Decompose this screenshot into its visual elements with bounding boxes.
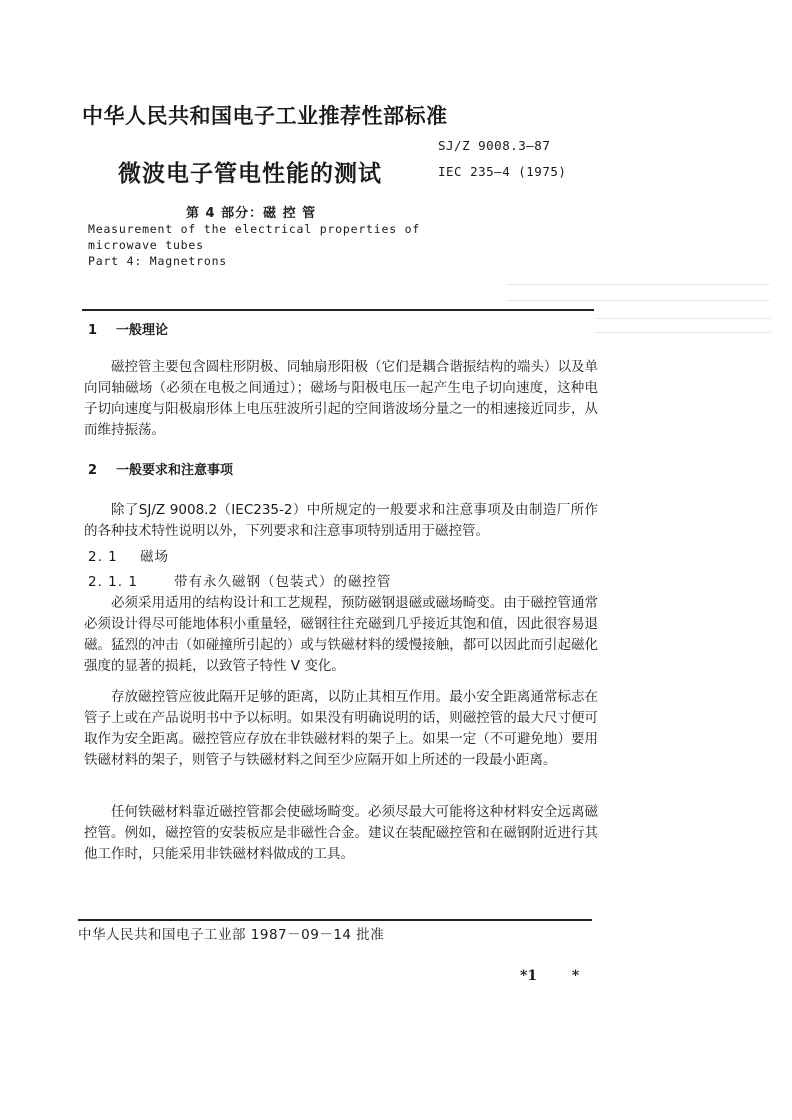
part-title-en: Part 4: Magnetrons	[88, 254, 228, 268]
standard-code: SJ/Z 9008.3—87	[438, 138, 551, 153]
iec-code: IEC 235—4 (1975)	[438, 164, 567, 179]
section-2-1-1-para-1: 必须采用适用的结构设计和工艺规程，预防磁钢退磁或磁场畸变。由于磁控管通常必须设计得尽可能地体积小重量轻，磁钢往往充磁到几乎接近其饱和值，因此很容易退磁。猛烈的冲击（如碰撞所引起的）或与铁磁材料的缓慢接触，都可以因此而引起磁化强度的显著的损耗，以致管子特性 V 变化。	[84, 595, 598, 674]
section-2-number: 2	[88, 463, 98, 478]
org-title: 中华人民共和国电子工业推荐性部标准	[82, 104, 448, 128]
section-1-number: 1	[88, 323, 98, 338]
section-2-heading	[88, 459, 233, 478]
page-number: *1 *	[520, 968, 580, 984]
faint-rule-1	[508, 284, 770, 285]
section-1-heading	[88, 319, 168, 338]
title-en-line2: microwave tubes	[88, 238, 204, 252]
section-2-1-1-para-2: 存放磁控管应彼此隔开足够的距离，以防止其相互作用。最小安全距离通常标志在管子上或在产品说明书中予以标明。如果没有明确说明的话，则磁控管的最大尺寸便可取作为安全距离。磁控管应存放在非铁磁材料的架子上。如果一定（不可避免地）要用铁磁材料的架子，则管子与铁磁材料之间至少应隔开如上所述的一段最小距离。	[84, 689, 598, 768]
section-2-1-1-heading	[88, 570, 392, 590]
faint-rule-4	[596, 332, 772, 333]
section-2-1-number: 2. 1	[88, 549, 118, 565]
doc-title: 微波电子管电性能的测试	[118, 161, 382, 187]
section-2-title: 一般要求和注意事项	[116, 463, 234, 478]
approval-line: 中华人民共和国电子工业部 1987－09－14 批准	[78, 927, 385, 943]
faint-rule-2	[508, 300, 770, 301]
header-divider	[82, 309, 594, 311]
part-title-cn: 第 4 部分：磁 控 管	[186, 206, 317, 221]
section-2-paragraph: 除了SJ/Z 9008.2（IEC235-2）中所规定的一般要求和注意事项及由制造厂所作的各种技术特性说明以外，下列要求和注意事项特别适用于磁控管。	[84, 502, 598, 539]
section-2-1-1-para-3: 任何铁磁材料靠近磁控管都会使磁场畸变。必须尽最大可能将这种材料安全远离磁控管。例如，磁控管的安装板应是非磁性合金。建议在装配磁控管和在磁钢附近进行其他工作时，只能采用非铁磁材料做成的工具。	[84, 804, 598, 862]
title-en-line1: Measurement of the electrical properties of	[88, 222, 421, 236]
section-2-1-1-title: 带有永久磁钢（包装式）的磁控管	[174, 574, 392, 590]
section-1-paragraph: 磁控管主要包含圆柱形阴极、同轴扇形阳极（它们是耦合谐振结构的端头）以及单向同轴磁场（必须在电极之间通过）；磁场与阳极电压一起产生电子切向速度，这种电子切向速度与阳极扇形体上电压驻波所引起的空间谐波场分量之一的相速接近同步，从而维持振荡。	[84, 359, 598, 438]
section-2-1-1-number: 2. 1. 1	[88, 574, 138, 590]
faint-rule-3	[596, 318, 772, 319]
section-2-1-title: 磁场	[140, 549, 169, 565]
section-1-title: 一般理论	[116, 323, 169, 338]
section-2-1-heading	[88, 545, 169, 565]
footer-divider	[78, 919, 592, 921]
